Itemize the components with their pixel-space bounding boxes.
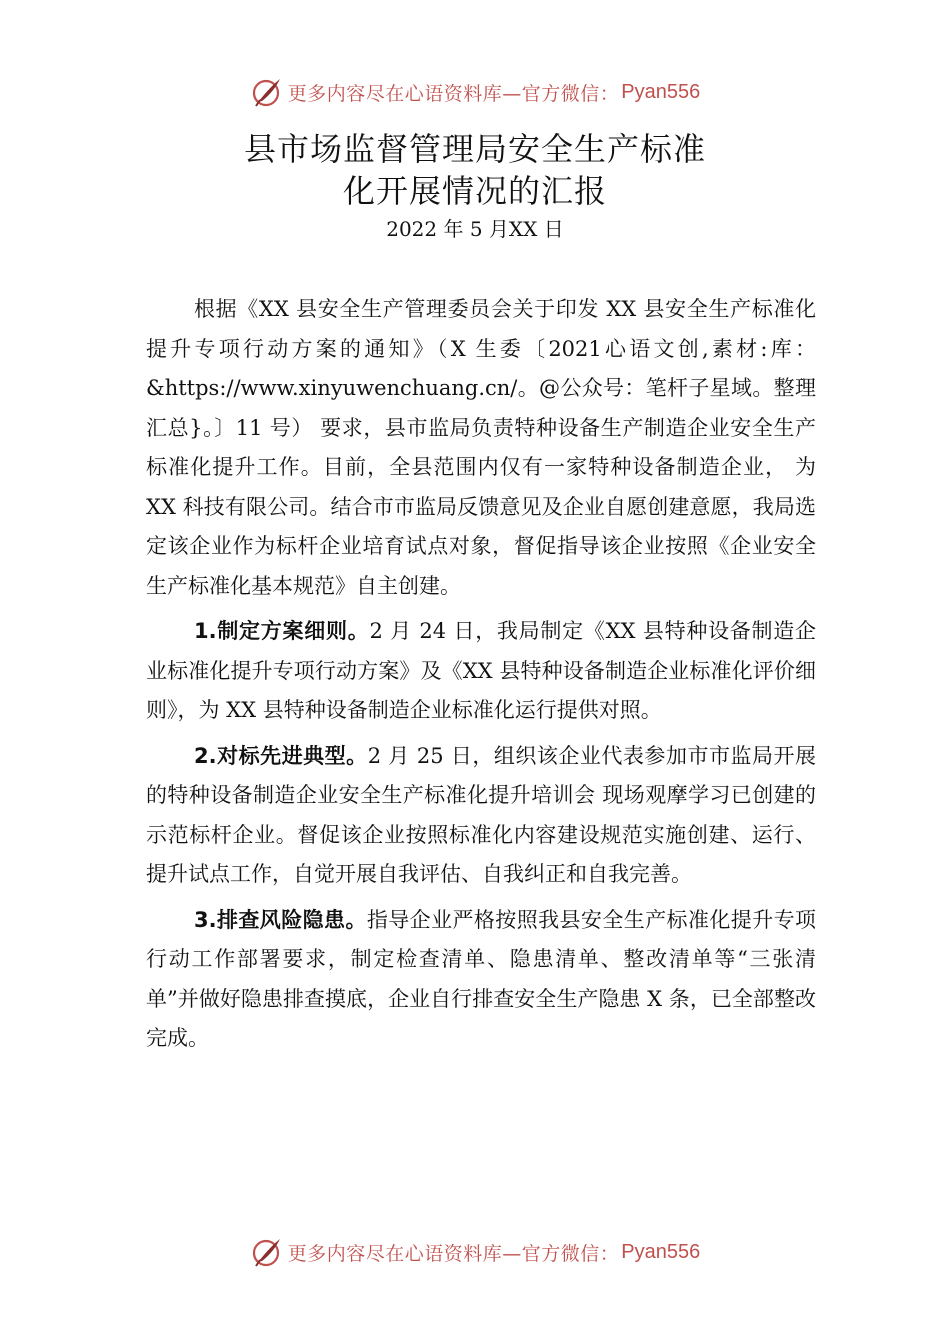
paragraph-item-1-heading: 1.制定方案细则。 [194,619,370,643]
paragraph-item-3-text: 指导企业严格按照我县安全生产标准化提升专项行动工作部署要求，制定检查清单、隐患清单、整改清单等“三张清单”并做好隐患排查摸底，企业自行排查安全生产隐患 X 条，已全部整改完成。 [146,907,817,1050]
document-date: 2022 年 5 月XX 日 [386,217,564,241]
paragraph-item-2-heading: 2.对标先进典型。 [194,743,368,768]
header-watermark-banner [0,72,950,112]
header-watermark-text: 更多内容尽在心语资料库—官方微信： [287,82,620,105]
paragraph-intro-text: 根据《XX 县安全生产管理委员会关于印发 XX 县安全生产标准化提升专项行动方案的通知》（X 生委〔2021心语文创,素材:库：&https://www.xinyuwenchuang.cn/。@公众号：笔杆子星域。整理汇总}。〕11 号） 要求，县市监局负责特种设备生产制造企业安全生产标准化提升工作。目前，全县范围内仅有一家特种设备制造企业， 为 XX 科技有限公司。结合市市监局反馈意见及企业自愿创建意愿，我局选定该企业作为标杆企业培育试点对象，督促指导该企业按照《企业安全生产标准化基本规范》自主创建。 [146,297,816,598]
footer-watermark-banner [0,1232,950,1272]
paragraph-item-1 [146,612,816,731]
document-title-line-2: 化开展情况的汇报 [342,172,607,210]
paragraph-item-1-text: 2 月 24 日，我局制定《XX 县特种设备制造企业标准化提升专项行动方案》及《XX 县特种设备制造企业标准化评价细则》，为 XX 县特种设备制造企业标准化运行提供对照。 [146,619,816,722]
document-title [0,128,950,212]
header-watermark-id: Pyan556 [621,80,701,103]
footer-watermark-text: 更多内容尽在心语资料库—官方微信： [287,1242,620,1265]
document-title-line-1: 县市场监督管理局安全生产标准 [243,130,706,168]
paragraph-item-2 [146,737,816,895]
paragraph-intro [146,290,816,606]
paragraph-item-3 [146,901,816,1059]
document-body [146,290,816,1059]
footer-watermark-id: Pyan556 [621,1240,701,1263]
quill-logo-icon [250,75,284,109]
quill-logo-icon [250,1235,284,1269]
paragraph-item-2-text: 2 月 25 日，组织该企业代表参加市市监局开展的特种设备制造企业安全生产标准化提升培训会 现场观摩学习已创建的示范标杆企业。督促该企业按照标准化内容建设规范实施创建、运行、提升试点工作，自觉开展自我评估、自我纠正和自我完善。 [146,743,817,886]
paragraph-item-3-heading: 3.排查风险隐患。 [194,907,367,932]
